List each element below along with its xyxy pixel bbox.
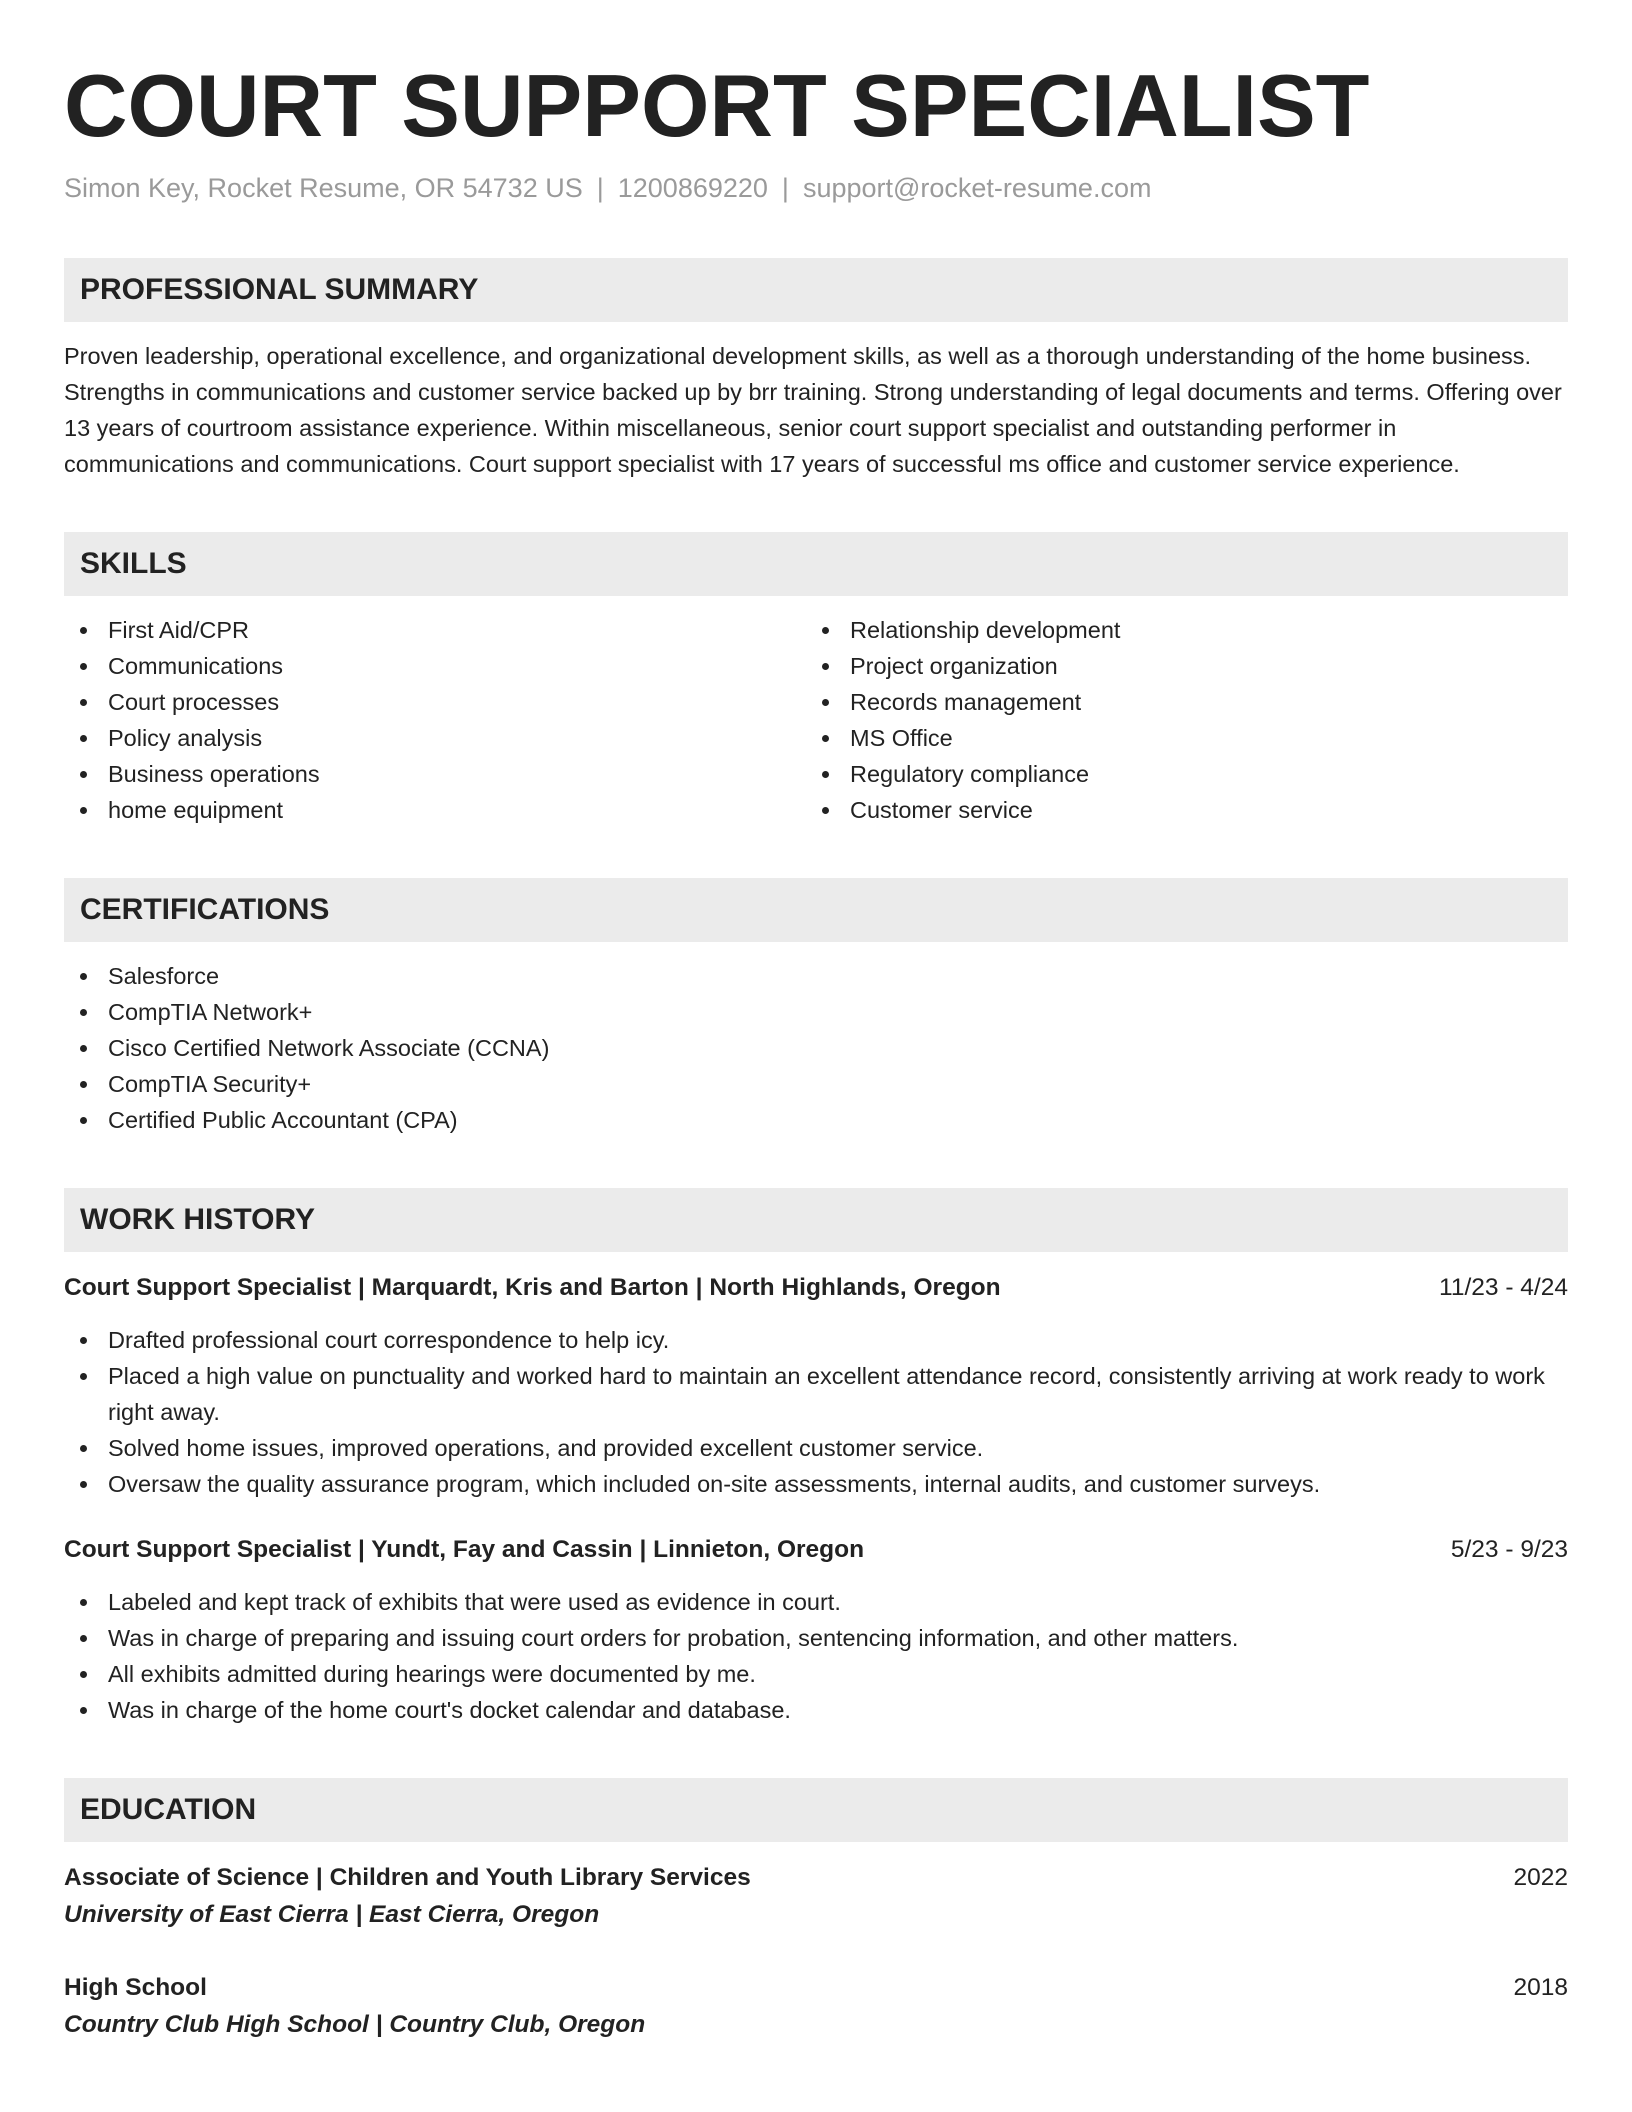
certification-item: Salesforce bbox=[64, 958, 1568, 994]
education-header bbox=[64, 1970, 1568, 2006]
skill-item: Communications bbox=[64, 648, 806, 684]
skill-item: MS Office bbox=[806, 720, 1548, 756]
education-header bbox=[64, 1860, 1568, 1896]
education-section bbox=[64, 1778, 1568, 2044]
education-school: University of East Cierra | East Cierra, Oregon bbox=[64, 1901, 600, 1928]
contact-line bbox=[64, 170, 1568, 206]
resume-title: COURT SUPPORT SPECIALIST bbox=[64, 56, 1370, 155]
section-heading-education: EDUCATION bbox=[64, 1778, 1568, 1842]
job-title: Court Support Specialist | Marquardt, Kris and Barton | North Highlands, Oregon bbox=[64, 1274, 1001, 1301]
education-school: Country Club High School | Country Club, Oregon bbox=[64, 2011, 646, 2038]
skills-list-left bbox=[64, 612, 806, 828]
skill-item: Business operations bbox=[64, 756, 806, 792]
contact-email[interactable]: support@rocket-resume.com bbox=[802, 173, 1152, 203]
job-entry bbox=[64, 1532, 1568, 1728]
contact-separator: | bbox=[781, 173, 789, 203]
job-duties bbox=[64, 1322, 1568, 1502]
education-degree: High School bbox=[64, 1974, 207, 2001]
contact-address: Simon Key, Rocket Resume, OR 54732 US bbox=[64, 173, 583, 203]
skill-item: Policy analysis bbox=[64, 720, 806, 756]
skill-item: First Aid/CPR bbox=[64, 612, 806, 648]
skill-item: home equipment bbox=[64, 792, 806, 828]
job-duty: Oversaw the quality assurance program, which included on-site assessments, internal audits, and customer surveys. bbox=[64, 1466, 1568, 1502]
skill-item: Customer service bbox=[806, 792, 1548, 828]
education-year: 2018 bbox=[1513, 1974, 1568, 2001]
job-dates: 5/23 - 9/23 bbox=[1450, 1536, 1568, 1563]
certifications-section bbox=[64, 878, 1568, 1138]
contact-separator: | bbox=[596, 173, 604, 203]
job-header bbox=[64, 1270, 1568, 1306]
skills-grid bbox=[64, 612, 1568, 828]
summary-text: Proven leadership, operational excellence, and organizational development skills, as well as a thorough understanding of the home business. Strengths in communications and customer service backed up by brr training. Strong understanding of legal documents and terms. Offering over 13 years of courtroom assistance experience. Within miscellaneous, senior court support specialist and outstanding performer in communications and communications. Court support specialist with 17 years of successful ms office and customer service experience. bbox=[64, 343, 1562, 477]
job-duty: Labeled and kept track of exhibits that were used as evidence in court. bbox=[64, 1584, 1568, 1620]
skill-item: Court processes bbox=[64, 684, 806, 720]
skill-item: Relationship development bbox=[806, 612, 1548, 648]
skill-item: Project organization bbox=[806, 648, 1548, 684]
education-year: 2022 bbox=[1513, 1864, 1568, 1891]
section-heading-certifications: CERTIFICATIONS bbox=[64, 878, 1568, 942]
job-duties bbox=[64, 1584, 1568, 1728]
resume-page bbox=[64, 56, 1568, 2044]
education-entry bbox=[64, 1860, 1568, 1934]
certification-item: Cisco Certified Network Associate (CCNA) bbox=[64, 1030, 1568, 1066]
certification-item: CompTIA Security+ bbox=[64, 1066, 1568, 1102]
education-entry bbox=[64, 1970, 1568, 2044]
section-heading-summary: PROFESSIONAL SUMMARY bbox=[64, 258, 1568, 322]
summary-section bbox=[64, 258, 1568, 482]
job-header bbox=[64, 1532, 1568, 1568]
contact-phone: 1200869220 bbox=[617, 173, 768, 203]
job-duty: Was in charge of preparing and issuing court orders for probation, sentencing information, and other matters. bbox=[64, 1620, 1568, 1656]
job-duty: Solved home issues, improved operations, and provided excellent customer service. bbox=[64, 1430, 1568, 1466]
skill-item: Regulatory compliance bbox=[806, 756, 1548, 792]
section-heading-work-history: WORK HISTORY bbox=[64, 1188, 1568, 1252]
job-duty: All exhibits admitted during hearings were documented by me. bbox=[64, 1656, 1568, 1692]
section-heading-skills: SKILLS bbox=[64, 532, 1568, 596]
job-duty: Placed a high value on punctuality and worked hard to maintain an excellent attendance record, consistently arriving at work ready to work right away. bbox=[64, 1358, 1568, 1430]
job-duty: Drafted professional court correspondence to help icy. bbox=[64, 1322, 1568, 1358]
certification-item: Certified Public Accountant (CPA) bbox=[64, 1102, 1568, 1138]
skills-list-right bbox=[806, 612, 1548, 828]
skills-section bbox=[64, 532, 1568, 828]
skill-item: Records management bbox=[806, 684, 1548, 720]
certifications-list bbox=[64, 958, 1568, 1138]
education-degree: Associate of Science | Children and Youth Library Services bbox=[64, 1864, 751, 1891]
work-history-section bbox=[64, 1188, 1568, 1728]
job-dates: 11/23 - 4/24 bbox=[1439, 1274, 1568, 1301]
certification-item: CompTIA Network+ bbox=[64, 994, 1568, 1030]
job-duty: Was in charge of the home court's docket calendar and database. bbox=[64, 1692, 1568, 1728]
job-title: Court Support Specialist | Yundt, Fay and Cassin | Linnieton, Oregon bbox=[64, 1536, 865, 1563]
job-entry bbox=[64, 1270, 1568, 1502]
